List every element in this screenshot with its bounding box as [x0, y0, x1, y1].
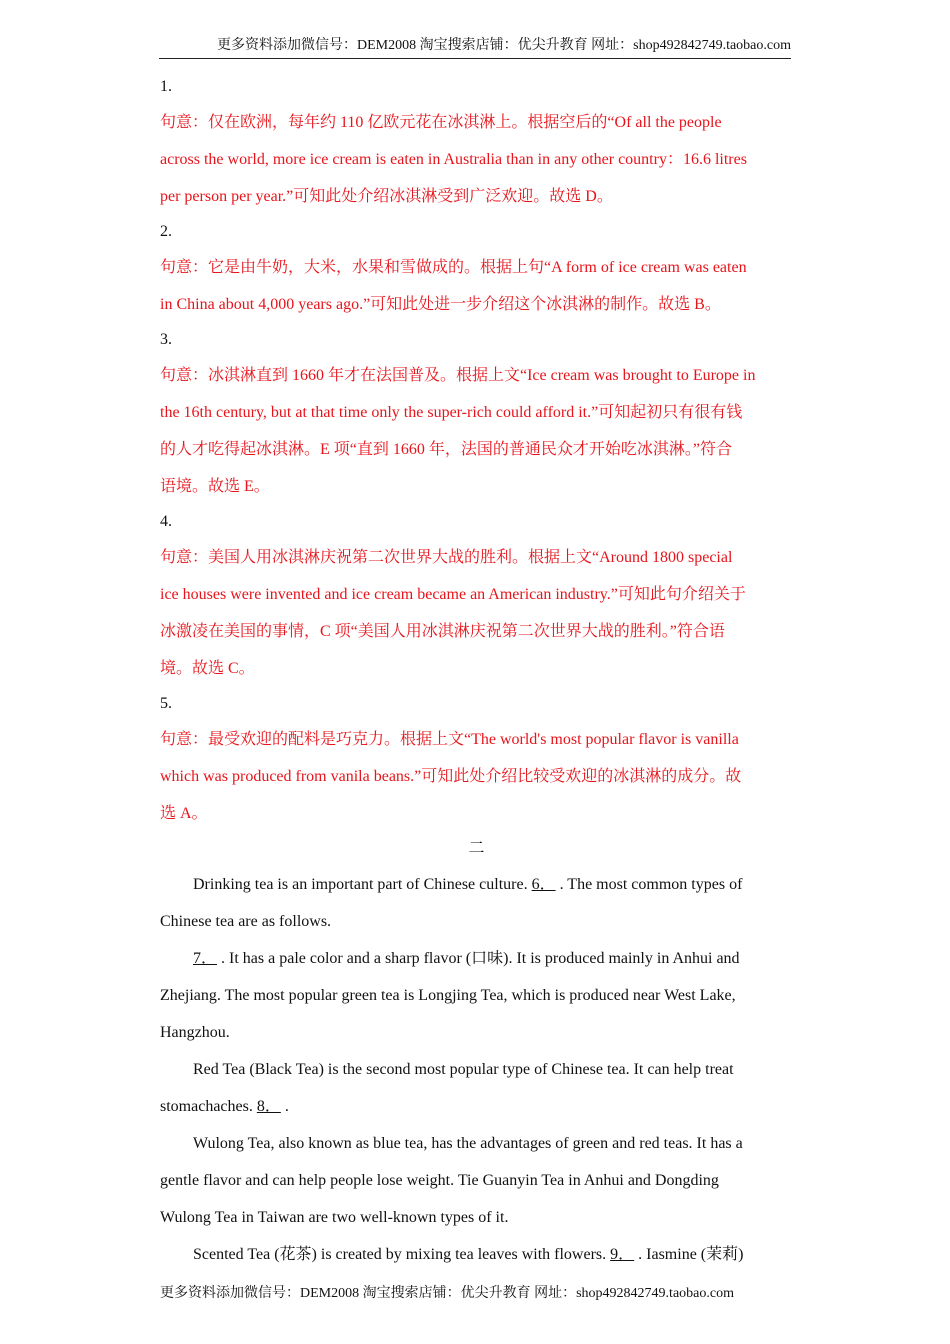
passage-line: Red Tea (Black Tea) is the second most popular type of Chinese tea. It can help treat [193, 1061, 734, 1078]
page-footer: 更多资料添加微信号：DEM2008 淘宝搜索店铺：优尖升教育 网址：shop492842749.taobao.com [160, 1286, 734, 1301]
answer-item-3 [160, 323, 793, 505]
passage-line: Zhejiang. The most popular green tea is Longjing Tea, which is produced near West Lake, [160, 987, 736, 1004]
answer-text-line: 选 A。 [160, 805, 208, 822]
answer-text-line: 境。故选 C。 [160, 660, 255, 677]
blank-7: 7． [193, 950, 218, 967]
passage-text: . The most common types of [555, 876, 743, 893]
page-header: 更多资料添加微信号：DEM2008 淘宝搜索店铺：优尖升教育 网址：shop492842749.taobao.com [159, 36, 791, 59]
passage-text: . It has a pale color and a sharp flavor (口味). It is produced mainly in Anhui and [217, 950, 740, 967]
answer-item-2 [160, 215, 793, 323]
answer-text-line: 句意：它是由牛奶，大米，水果和雪做成的。根据上句“A form of ice cream was eaten [160, 259, 747, 276]
passage-line [160, 940, 793, 977]
passage-line: Wulong Tea in Taiwan are two well-known types of it. [160, 1209, 509, 1226]
passage-line: Hangzhou. [160, 1024, 230, 1041]
answer-text-line: in China about 4,000 years ago.”可知此处进一步介绍这个冰淇淋的制作。故选 B。 [160, 296, 721, 313]
answer-text-line: ice houses were invented and ice cream became an American industry.”可知此句介绍关于 [160, 586, 746, 603]
answer-item-5 [160, 687, 793, 832]
passage-line: gentle flavor and can help people lose weight. Tie Guanyin Tea in Anhui and Dongding [160, 1172, 719, 1189]
answer-number: 5. [160, 695, 172, 712]
answer-text-line: 语境。故选 E。 [160, 478, 270, 495]
passage-text: . [280, 1098, 289, 1115]
answer-text-line: which was produced from vanila beans.”可知此处介绍比较受欢迎的冰淇淋的成分。故 [160, 768, 742, 785]
answer-number: 4. [160, 513, 172, 530]
passage-paragraph-1 [160, 866, 793, 940]
passage-line [160, 866, 793, 903]
passage-paragraph-2 [160, 940, 793, 1051]
passage-text: stomachaches. [160, 1098, 257, 1115]
blank-8: 8． [256, 1098, 281, 1115]
answer-text-line: 句意：最受欢迎的配料是巧克力。根据上文“The world's most popular flavor is vanilla [160, 731, 739, 748]
passage-text: . Iasmine (茉莉) [634, 1246, 744, 1263]
passage-paragraph-3 [160, 1051, 793, 1125]
answer-number: 1. [160, 78, 172, 95]
passage-text: Drinking tea is an important part of Chinese culture. [193, 876, 532, 893]
answer-text-line: 冰激凌在美国的事情，C 项“美国人用冰淇淋庆祝第二次世界大战的胜利。”符合语 [160, 623, 725, 640]
passage-line: Chinese tea are as follows. [160, 913, 332, 930]
blank-6: 6． [531, 876, 556, 893]
answer-text-line: 句意：冰淇淋直到 1660 年才在法国普及。根据上文“Ice cream was brought to Europe in [160, 367, 756, 384]
passage-line [160, 1236, 793, 1273]
document-body [160, 70, 793, 1273]
passage-line [160, 1088, 793, 1125]
passage-paragraph-5 [160, 1236, 793, 1273]
passage-paragraph-4 [160, 1125, 793, 1236]
passage-text: Scented Tea (花茶) is created by mixing tea leaves with flowers. [193, 1246, 611, 1263]
answer-item-1 [160, 70, 793, 215]
answer-text-line: per person per year.”可知此处介绍冰淇淋受到广泛欢迎。故选 D。 [160, 188, 613, 205]
answer-item-4 [160, 505, 793, 687]
answer-text-line: 的人才吃得起冰淇淋。E 项“直到 1660 年，法国的普通民众才开始吃冰淇淋。”符合 [160, 441, 732, 458]
passage-line: Wulong Tea, also known as blue tea, has the advantages of green and red teas. It has a [193, 1135, 743, 1152]
answer-number: 3. [160, 331, 172, 348]
answer-text-line: 句意：美国人用冰淇淋庆祝第二次世界大战的胜利。根据上文“Around 1800 special [160, 549, 733, 566]
section-heading: 二 [468, 840, 485, 857]
answer-text-line: the 16th century, but at that time only the super-rich could afford it.”可知起初只有很有钱 [160, 404, 743, 421]
answer-number: 2. [160, 223, 172, 240]
answer-text-line: across the world, more ice cream is eaten in Australia than in any other country：16.6 litres [160, 151, 747, 168]
answer-text-line: 句意：仅在欧洲，每年约 110 亿欧元花在冰淇淋上。根据空后的“Of all the people [160, 114, 722, 131]
blank-9: 9． [610, 1246, 635, 1263]
